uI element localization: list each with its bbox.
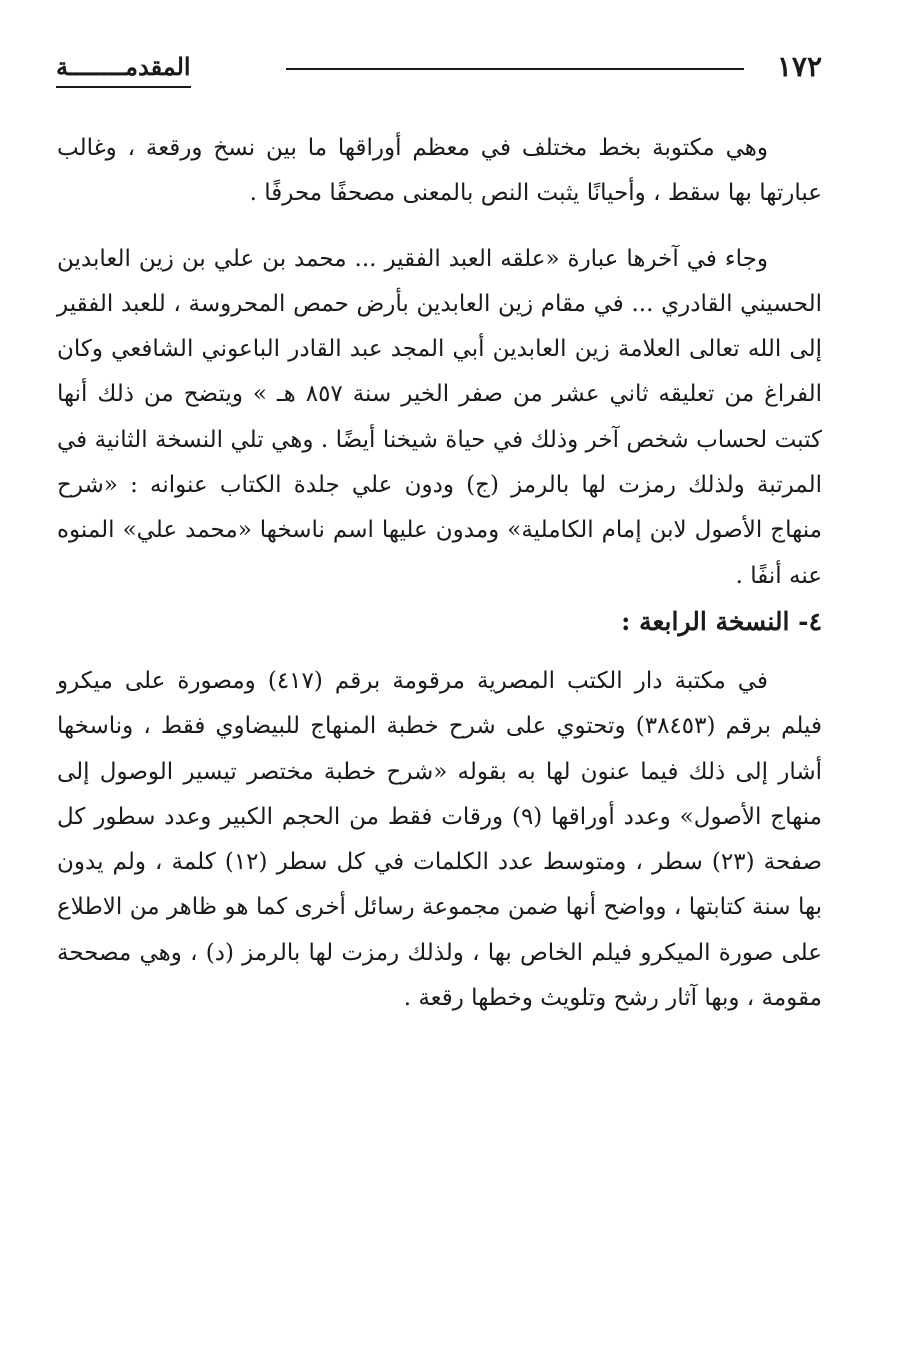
page-header: [56, 48, 822, 88]
page-number: ١٧٢: [776, 50, 822, 83]
paragraph-colophon: وجاء في آخرها عبارة «علقه العبد الفقير ... محمد بن علي بن زين العابدين الحسيني القادري ... في مقام زين العابدين بأرض حمص المحروسة ، للعبد الفقير إلى الله تعالى العلامة زين العابدين أبي المجد عبد القادر الباعوني الشافعي وكان الفراغ من تعليقه ثاني عشر من صفر الخير سنة ٨٥٧ هـ » ويتضح من ذلك أنها كتبت لحساب شخص آخر وذلك في حياة شيخنا أيضًا . وهي تلي النسخة الثانية في المرتبة ولذلك رمزت لها بالرمز (ج) ودون علي جلدة الكتاب عنوانه : «شرح منهاج الأصول لابن إمام الكاملية» ومدون عليها اسم ناسخها «محمد علي» المنوه عنه أنفًا .: [57, 245, 822, 589]
body-text: [57, 126, 822, 1021]
section-heading: [57, 599, 822, 645]
paragraph-fourth-copy: في مكتبة دار الكتب المصرية مرقومة برقم (٤١٧) ومصورة على ميكرو فيلم برقم (٣٨٤٥٣) وتحتوي على شرح خطبة المنهاج للبيضاوي فقط ، وناسخها أشار إلى ذلك فيما عنون لها به بقوله «شرح خطبة مختصر تيسير الوصول إلى منهاج الأصول» وعدد أوراقها (٩) ورقات فقط من الحجم الكبير وعدد سطور كل صفحة (٢٣) سطر ، ومتوسط عدد الكلمات في كل سطر (١٢) كلمة ، ولم يدون بها سنة كتابتها ، وواضح أنها ضمن مجموعة رسائل أخرى كما هو ظاهر من الاطلاع على صورة الميكرو فيلم الخاص بها ، ولذلك رمزت لها بالرمز (د) ، وهي مصححة مقومة ، وبها آثار رشح وتلويث وخطها رقعة .: [57, 667, 822, 1012]
paragraph-manuscript-description: وهي مكتوبة بخط مختلف في معظم أوراقها ما بين نسخ ورقعة ، وغالب عبارتها بها سقط ، وأحيانًا يثبت النص بالمعنى مصحفًا محرفًا .: [57, 135, 822, 207]
section-title: النسخة الرابعة :: [621, 606, 790, 636]
header-rule: [286, 68, 744, 70]
running-title: المقدمــــــــة: [56, 48, 191, 88]
section-number: ٤-: [798, 606, 822, 636]
